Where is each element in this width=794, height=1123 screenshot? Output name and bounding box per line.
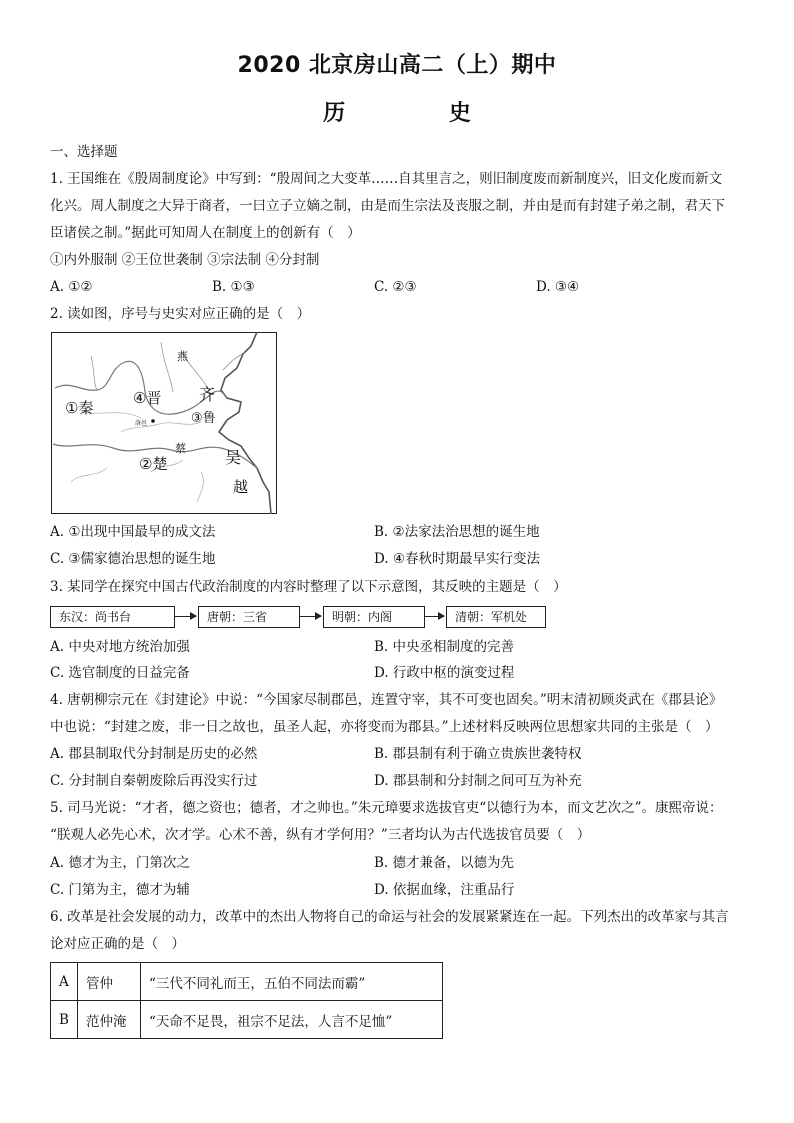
table-cell-person: 管仲 xyxy=(78,963,141,1001)
q1-stem-line-3: 臣诸侯之制。”据此可知周人在制度上的创新有（ ） xyxy=(50,225,361,241)
q3-option-d[interactable]: D. 行政中枢的演变过程 xyxy=(374,665,515,681)
q5-option-a[interactable]: A. 德才为主，门第次之 xyxy=(50,855,190,871)
table-cell-quote: “三代不同礼而王，五伯不同法而霸” xyxy=(141,963,443,1001)
map-label-jin: ④晋 xyxy=(133,389,162,407)
q4-option-b[interactable]: B. 郡县制有利于确立贵族世袭特权 xyxy=(374,746,582,762)
table-cell-key: A xyxy=(51,963,78,1001)
q2-stem: 2. 读如图，序号与史实对应正确的是（ ） xyxy=(50,306,311,322)
q6-stem-line-1: 6. 改革是社会发展的动力，改革中的杰出人物将自己的命运与社会的发展紧紧连在一起。下列杰出的改革家与其言 xyxy=(50,909,729,925)
q3-option-a[interactable]: A. 中央对地方统治加强 xyxy=(50,639,190,655)
q6-stem-line-2: 论对应正确的是（ ） xyxy=(50,936,185,952)
flow-arrow-3 xyxy=(425,616,444,617)
map-label-luoyi: 洛邑 xyxy=(135,420,148,427)
table-row[interactable] xyxy=(51,1001,443,1039)
q4-stem-line-2: 中也说：“封建之废，非一日之故也，虽圣人起，亦将变而为郡县。”上述材料反映两位思想家共同的主张是（ ） xyxy=(50,719,719,735)
exam-title: 2020 北京房山高二（上）期中 xyxy=(237,53,557,78)
q1-option-a[interactable]: A. ①② xyxy=(50,279,93,295)
table-cell-quote: “天命不足畏，祖宗不足法，人言不足恤” xyxy=(141,1001,443,1039)
q4-option-d[interactable]: D. 郡县制和分封制之间可互为补充 xyxy=(374,773,582,789)
q4-stem-line-1: 4. 唐朝柳宗元在《封建论》中说：“今国家尽制郡邑，连置守宰，其不可变也固矣。”明末清初顾炎武在《郡县论》 xyxy=(50,692,723,708)
q1-stem-line-1: 1. 王国维在《殷周制度论》中写到：“殷周间之大变革……自其里言之，则旧制度废而新制度兴，旧文化废而新文 xyxy=(50,171,723,187)
q2-option-a[interactable]: A. ①出现中国最早的成文法 xyxy=(50,524,216,540)
q5-option-b[interactable]: B. 德才兼备，以德为先 xyxy=(374,855,515,871)
q2-option-b[interactable]: B. ②法家法治思想的诞生地 xyxy=(374,524,540,540)
flow-arrow-2 xyxy=(300,616,321,617)
map-label-cai: 蔡 xyxy=(175,442,186,455)
table-row[interactable] xyxy=(51,963,443,1001)
flow-box-tang: 唐朝：三省 xyxy=(198,606,300,628)
map-label-wu: 吴 xyxy=(225,448,242,467)
q5-option-c[interactable]: C. 门第为主，德才为辅 xyxy=(50,882,190,898)
q1-stem-line-2: 化兴。周人制度之大异于商者，一曰立子立嫡之制，由是而生宗法及丧服之制，并由是而有封建子弟之制，君天下 xyxy=(50,198,725,214)
q3-option-c[interactable]: C. 选官制度的日益完备 xyxy=(50,665,190,681)
warring-states-map xyxy=(51,332,277,514)
q4-option-c[interactable]: C. 分封制自秦朝废除后再没实行过 xyxy=(50,773,258,789)
q1-option-d[interactable]: D. ③④ xyxy=(536,279,580,295)
q5-option-d[interactable]: D. 依据血缘，注重品行 xyxy=(374,882,515,898)
q5-stem-line-2: “朕观人必先心术，次才学。心术不善，纵有才学何用？”三者均认为古代选拔官员要（ ） xyxy=(50,827,591,843)
q5-stem-line-1: 5. 司马光说：“才者，德之资也；德者，才之帅也。”朱元璋要求选拔官吏“以德行为本，而文艺次之”。康熙帝说： xyxy=(50,800,723,816)
q4-option-a[interactable]: A. 郡县制取代分封制是历史的必然 xyxy=(50,746,258,762)
flow-arrow-1 xyxy=(175,616,196,617)
map-label-lu: ③鲁 xyxy=(191,411,216,426)
map-label-chu: ②楚 xyxy=(139,455,168,473)
q3-stem: 3. 某同学在探究中国古代政治制度的内容时整理了以下示意图，其反映的主题是（ ） xyxy=(50,579,567,595)
q1-option-c[interactable]: C. ②③ xyxy=(374,279,417,295)
q1-option-b[interactable]: B. ①③ xyxy=(212,279,255,295)
map-label-yue: 越 xyxy=(233,478,249,496)
q3-option-b[interactable]: B. 中央丞相制度的完善 xyxy=(374,639,515,655)
flow-box-donghan: 东汉：尚书台 xyxy=(50,606,175,628)
q1-items: ①内外服制 ②王位世袭制 ③宗法制 ④分封制 xyxy=(50,252,320,268)
map-label-qin: ①秦 xyxy=(65,399,94,417)
map-label-qi: 齐 xyxy=(199,385,216,404)
q6-options-table xyxy=(50,962,443,1039)
subject-title: 历 史 xyxy=(323,101,519,126)
table-cell-key: B xyxy=(51,1001,78,1039)
flow-box-ming: 明朝：内阁 xyxy=(323,606,425,628)
section-heading: 一、选择题 xyxy=(50,144,118,160)
q2-option-d[interactable]: D. ④春秋时期最早实行变法 xyxy=(374,551,541,567)
table-cell-person: 范仲淹 xyxy=(78,1001,141,1039)
q2-option-c[interactable]: C. ③儒家德治思想的诞生地 xyxy=(50,551,216,567)
q3-flow-diagram xyxy=(0,606,794,628)
flow-box-qing: 清朝：军机处 xyxy=(446,606,546,628)
map-label-yan: 燕 xyxy=(177,350,188,363)
